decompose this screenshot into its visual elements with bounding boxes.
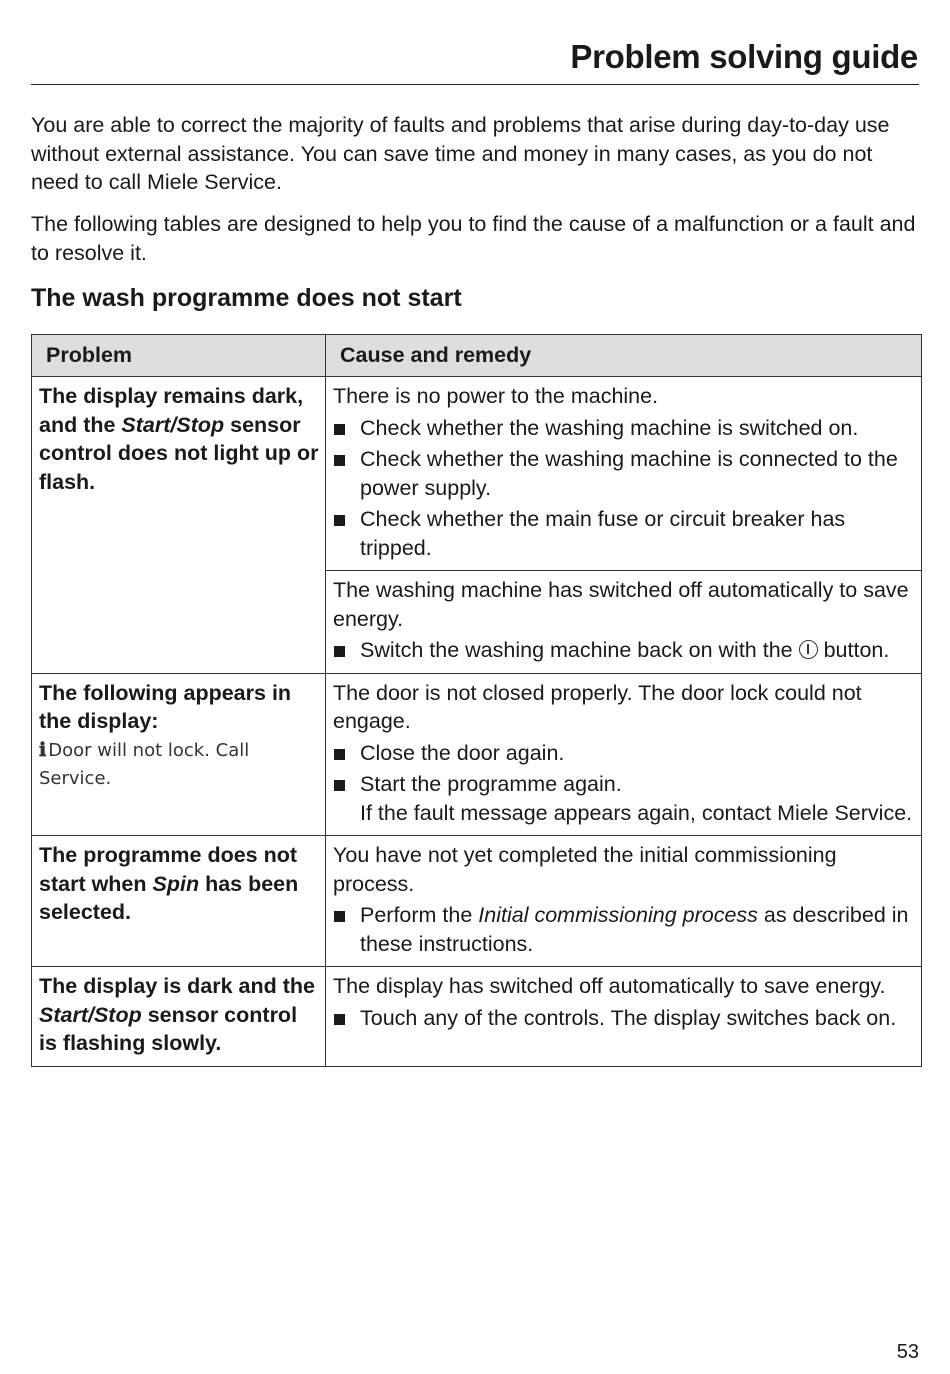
problem-cell: The following appears in the display: ℹ Door will not lock. Call Service. bbox=[32, 673, 326, 836]
info-icon: ℹ bbox=[39, 738, 47, 761]
problem-cell: The display is dark and the Start/Stop sensor control is flashing slowly. bbox=[32, 967, 326, 1067]
column-header-problem: Problem bbox=[32, 335, 326, 377]
cause-text: The washing machine has switched off automatically to save energy. bbox=[333, 578, 909, 631]
problem-cell: The display remains dark, and the Start/Stop sensor control does not light up or flash. bbox=[32, 377, 326, 674]
cause-cell bbox=[326, 836, 922, 967]
intro-paragraph-2: The following tables are designed to help you to find the cause of a malfunction or a fault and to resolve it. bbox=[31, 212, 916, 265]
display-message: ℹ Door will not lock. Call Service. bbox=[39, 738, 250, 789]
section-heading: The wash programme does not start bbox=[31, 284, 462, 312]
remedy-item: Check whether the washing machine is switched on. bbox=[333, 414, 915, 443]
cause-text: The display has switched off automatically to save energy. bbox=[333, 974, 886, 998]
remedy-item: Check whether the main fuse or circuit breaker has tripped. bbox=[333, 505, 915, 562]
table-row bbox=[32, 836, 922, 967]
remedy-item: Touch any of the controls. The display switches back on. bbox=[333, 1004, 915, 1033]
cause-cell bbox=[326, 571, 922, 674]
intro-paragraph: You are able to correct the majority of faults and problems that arise during day-to-day use without external assistance. You can save time and money in many cases, as you do not need to call Miele Service. bbox=[31, 113, 890, 194]
table-header-row bbox=[32, 335, 922, 377]
cause-cell bbox=[326, 673, 922, 836]
column-header-cause: Cause and remedy bbox=[326, 335, 922, 377]
problem-table bbox=[31, 334, 922, 1067]
title-divider bbox=[31, 84, 919, 85]
remedy-item: Check whether the washing machine is connected to the power supply. bbox=[333, 445, 915, 502]
remedy-list bbox=[333, 414, 915, 563]
problem-cell: The programme does not start when Spin has been selected. bbox=[32, 836, 326, 967]
remedy-item: Close the door again. bbox=[333, 739, 915, 768]
power-icon bbox=[799, 640, 818, 659]
remedy-list bbox=[333, 636, 915, 665]
cause-cell bbox=[326, 967, 922, 1067]
remedy-list bbox=[333, 901, 915, 958]
table-row bbox=[32, 377, 922, 571]
remedy-item: Switch the washing machine back on with the button. bbox=[333, 636, 915, 665]
remedy-item: Perform the Initial commissioning process as described in these instructions. bbox=[333, 901, 915, 958]
cause-text: The door is not closed properly. The door lock could not engage. bbox=[333, 680, 862, 733]
cause-text: You have not yet completed the initial commissioning process. bbox=[333, 843, 837, 896]
remedy-item: Start the programme again. If the fault message appears again, contact Miele Service. bbox=[333, 770, 915, 827]
cause-cell bbox=[326, 377, 922, 571]
page-number: 53 bbox=[896, 1341, 919, 1363]
page-title: Problem solving guide bbox=[570, 38, 918, 75]
table-row bbox=[32, 673, 922, 836]
remedy-note: If the fault message appears again, contact Miele Service. bbox=[360, 800, 913, 825]
cause-text: There is no power to the machine. bbox=[333, 384, 659, 408]
table-row bbox=[32, 967, 922, 1067]
remedy-list bbox=[333, 739, 915, 828]
remedy-list bbox=[333, 1004, 915, 1033]
